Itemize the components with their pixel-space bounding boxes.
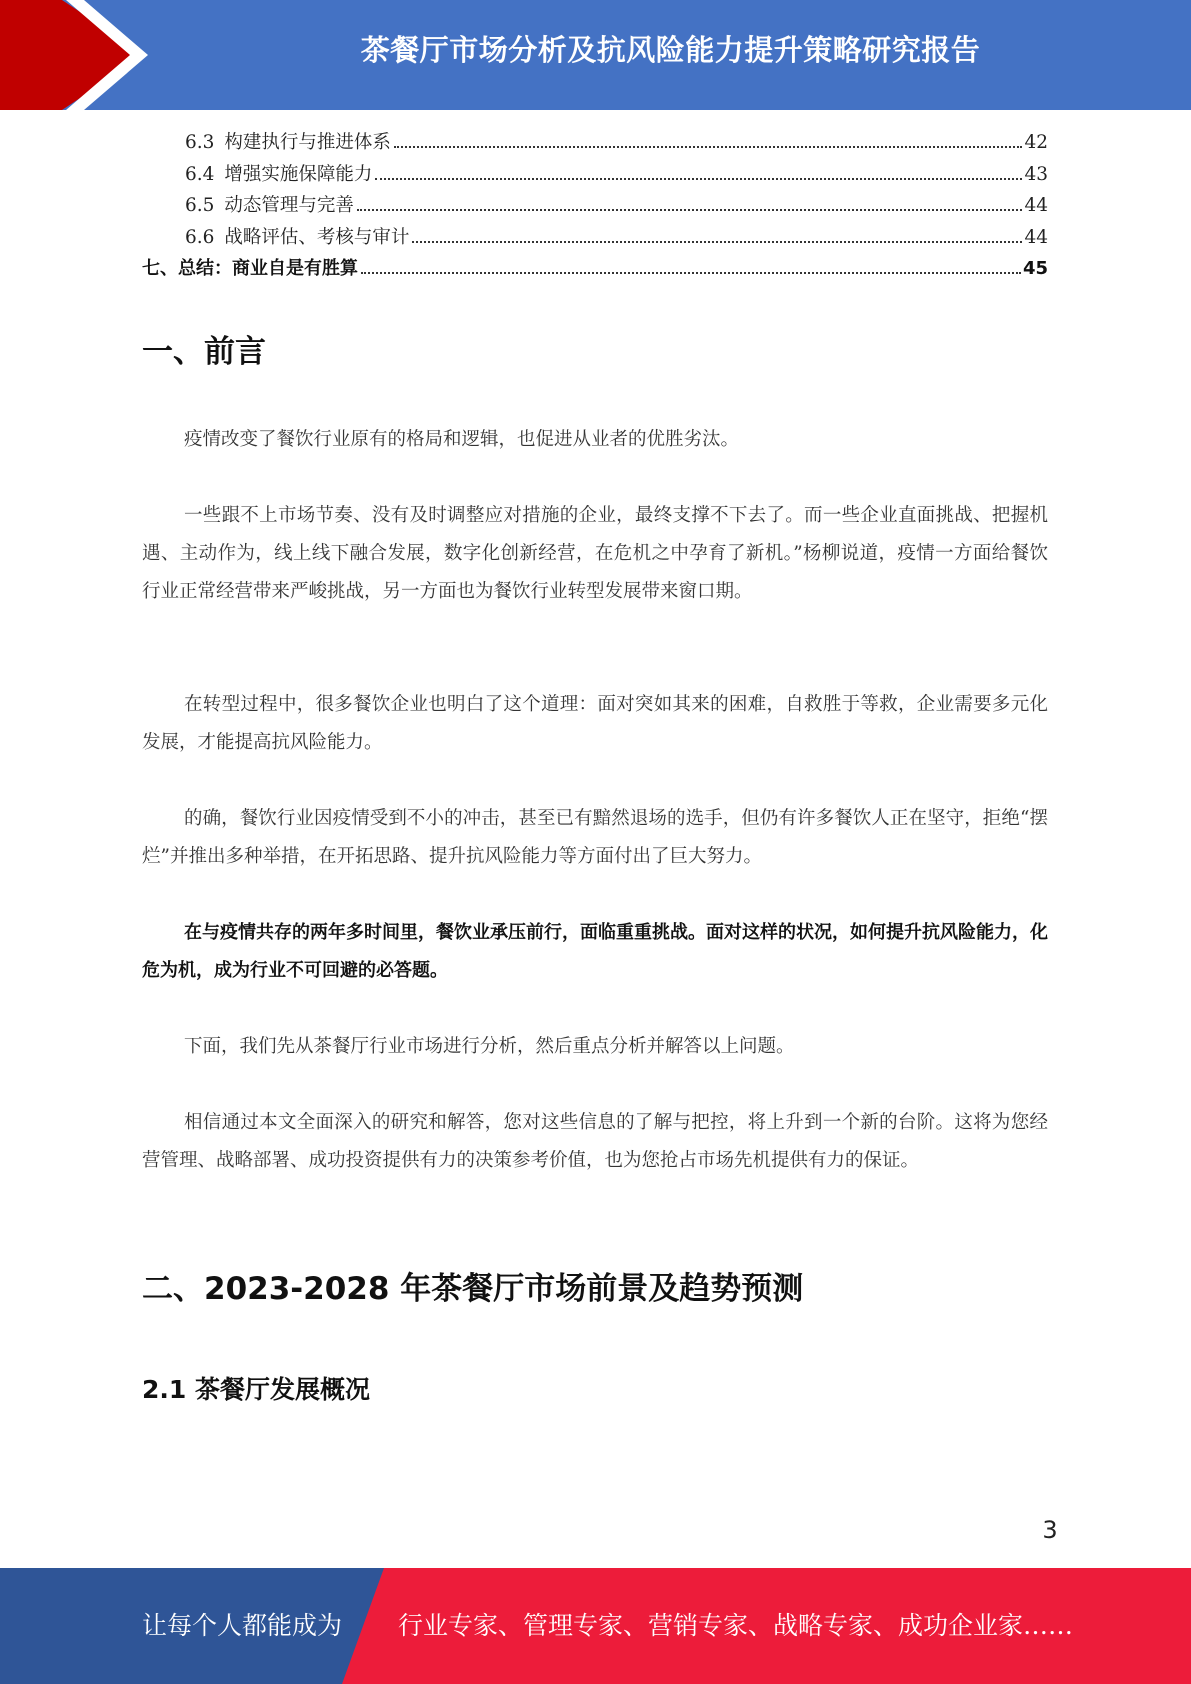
toc-title: 七、总结：商业自是有胜算 xyxy=(142,258,358,279)
section-heading-preface: 一、前言 xyxy=(142,334,266,370)
toc-leader-dots xyxy=(394,146,1023,148)
toc-leader-dots xyxy=(361,272,1021,274)
page-header xyxy=(0,0,1191,110)
paragraph: 下面，我们先从茶餐厅行业市场进行分析，然后重点分析并解答以上问题。 xyxy=(184,1036,795,1057)
table-of-contents xyxy=(142,128,1048,286)
footer-slogan-right: 行业专家、管理专家、营销专家、战略专家、成功企业家…… xyxy=(398,1611,1074,1640)
footer-slogan-left: 让每个人都能成为 xyxy=(142,1611,343,1640)
toc-entry[interactable] xyxy=(142,160,1048,192)
page-number: 3 xyxy=(1042,1516,1058,1544)
toc-page: 44 xyxy=(1024,226,1048,248)
toc-page: 43 xyxy=(1024,163,1048,185)
toc-leader-dots xyxy=(375,178,1022,180)
page-footer xyxy=(0,1568,1191,1684)
toc-page: 45 xyxy=(1022,258,1048,279)
toc-leader-dots xyxy=(357,209,1023,211)
toc-title: 增强实施保障能力 xyxy=(224,163,373,185)
toc-entry[interactable] xyxy=(142,191,1048,223)
toc-page: 44 xyxy=(1024,195,1048,216)
paragraph: 在转型过程中，很多餐饮企业也明白了这个道理：面对突如其来的困难，自救胜于等救，企业需要多元化发展，才能提高抗风险能力。 xyxy=(142,694,1048,753)
subsection-heading: 2.1 茶餐厅发展概况 xyxy=(142,1375,370,1404)
toc-entry-chapter[interactable] xyxy=(142,254,1048,286)
toc-leader-dots xyxy=(412,241,1022,243)
toc-title: 构建执行与推进体系 xyxy=(224,132,391,153)
toc-entry[interactable] xyxy=(142,223,1048,255)
paragraph: 的确，餐饮行业因疫情受到不小的冲击，甚至已有黯然退场的选手，但仍有许多餐饮人正在坚守，拒绝“摆烂”并推出多种举措，在开拓思路、提升抗风险能力等方面付出了巨大努力。 xyxy=(142,808,1048,867)
toc-number: 6.3 xyxy=(185,132,215,153)
toc-number: 6.6 xyxy=(185,226,215,248)
toc-page: 42 xyxy=(1024,132,1048,153)
paragraph: 一些跟不上市场节奏、没有及时调整应对措施的企业，最终支撑不下去了。而一些企业直面挑战、把握机遇、主动作为，线上线下融合发展，数字化创新经营，在危机之中孕育了新机。”杨柳说道，疫情一方面给餐饮行业正常经营带来严峻挑战，另一方面也为餐饮行业转型发展带来窗口期。 xyxy=(142,505,1048,602)
paragraph-bold: 在与疫情共存的两年多时间里，餐饮业承压前行，面临重重挑战。面对这样的状况，如何提升抗风险能力，化危为机，成为行业不可回避的必答题。 xyxy=(142,922,1048,981)
toc-number: 6.5 xyxy=(185,195,215,216)
toc-title: 动态管理与完善 xyxy=(224,195,354,216)
paragraph: 相信通过本文全面深入的研究和解答，您对这些信息的了解与把控，将上升到一个新的台阶。这将为您经营管理、战略部署、成功投资提供有力的决策参考价值，也为您抢占市场先机提供有力的保证。 xyxy=(142,1112,1048,1171)
report-title: 茶餐厅市场分析及抗风险能力提升策略研究报告 xyxy=(360,33,981,67)
toc-title: 战略评估、考核与审计 xyxy=(224,226,410,248)
toc-number: 6.4 xyxy=(185,163,215,185)
paragraph: 疫情改变了餐饮行业原有的格局和逻辑，也促进从业者的优胜劣汰。 xyxy=(184,429,740,450)
toc-entry[interactable] xyxy=(142,128,1048,160)
section-heading-market-outlook: 二、2023-2028 年茶餐厅市场前景及趋势预测 xyxy=(142,1271,804,1307)
